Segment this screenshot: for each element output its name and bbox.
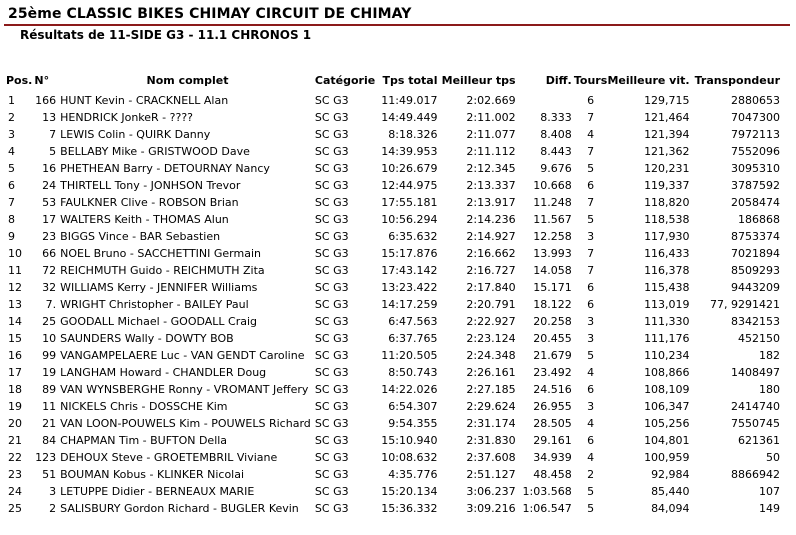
cell-laps: 5 — [587, 213, 595, 226]
cell-best-time: 2:14.927 — [466, 230, 516, 243]
cell-laps: 4 — [587, 128, 595, 141]
cell-total-time: 12:44.975 — [381, 179, 438, 192]
col-header-best-speed: Meilleure vit. — [607, 74, 690, 87]
cell-best-time: 2:29.624 — [466, 400, 516, 413]
cell-category: SC G3 — [314, 366, 349, 379]
page-title: 25ème CLASSIC BIKES CHIMAY CIRCUIT DE CHIMAY — [8, 6, 412, 22]
cell-best-time: 2:27.185 — [466, 383, 516, 396]
cell-name: REICHMUTH Guido - REICHMUTH Zita — [60, 264, 265, 277]
cell-laps: 4 — [587, 451, 595, 464]
cell-laps: 7 — [587, 196, 595, 209]
cell-transponder: 8866942 — [731, 468, 780, 481]
cell-name: LANGHAM Howard - CHANDLER Doug — [60, 366, 267, 379]
cell-pos: 5 — [8, 162, 15, 175]
cell-category: SC G3 — [314, 247, 349, 260]
cell-name: VANGAMPELAERE Luc - VAN GENDT Caroline — [60, 349, 305, 362]
cell-best-time: 2:16.727 — [466, 264, 516, 277]
cell-transponder: 182 — [759, 349, 780, 362]
cell-best-speed: 121,394 — [644, 128, 690, 141]
cell-best-speed: 84,094 — [651, 502, 690, 515]
cell-pos: 9 — [8, 230, 15, 243]
cell-diff: 1:06.547 — [522, 502, 572, 515]
table-row — [2, 483, 786, 500]
cell-diff: 10.668 — [533, 179, 572, 192]
table-row — [2, 160, 786, 177]
cell-best-time: 2:23.124 — [466, 332, 516, 345]
results-table — [2, 74, 786, 517]
cell-total-time: 8:50.743 — [388, 366, 438, 379]
table-row — [2, 432, 786, 449]
cell-total-time: 14:39.953 — [381, 145, 438, 158]
cell-best-time: 2:37.608 — [466, 451, 516, 464]
cell-total-time: 11:20.505 — [381, 349, 438, 362]
cell-number: 51 — [42, 468, 57, 481]
table-row — [2, 228, 786, 245]
cell-best-time: 2:51.127 — [466, 468, 516, 481]
cell-laps: 5 — [587, 349, 595, 362]
cell-laps: 6 — [587, 298, 595, 311]
cell-best-time: 2:20.791 — [466, 298, 516, 311]
cell-best-time: 2:24.348 — [466, 349, 516, 362]
cell-best-speed: 119,337 — [644, 179, 690, 192]
cell-best-time: 2:12.345 — [466, 162, 516, 175]
cell-laps: 3 — [587, 400, 595, 413]
cell-number: 84 — [42, 434, 57, 447]
col-header-category: Catégorie — [314, 74, 376, 87]
cell-pos: 25 — [8, 502, 22, 515]
cell-best-speed: 120,231 — [644, 162, 690, 175]
title-underline — [4, 24, 790, 26]
cell-total-time: 10:08.632 — [381, 451, 438, 464]
cell-transponder: 452150 — [738, 332, 780, 345]
cell-category: SC G3 — [314, 417, 349, 430]
page-subtitle: Résultats de 11-SIDE G3 - 11.1 CHRONOS 1 — [20, 28, 312, 42]
cell-diff — [518, 92, 574, 109]
cell-category: SC G3 — [314, 179, 349, 192]
cell-name: BIGGS Vince - BAR Sebastien — [60, 230, 221, 243]
cell-number: 2 — [49, 502, 57, 515]
cell-best-time: 2:13.917 — [466, 196, 516, 209]
cell-pos: 10 — [8, 247, 22, 260]
cell-laps: 4 — [587, 366, 595, 379]
cell-best-time: 3:09.216 — [466, 502, 516, 515]
cell-number: 7 — [49, 128, 57, 141]
cell-best-speed: 121,464 — [644, 111, 690, 124]
cell-category: SC G3 — [314, 383, 349, 396]
cell-total-time: 13:23.422 — [381, 281, 438, 294]
cell-best-speed: 108,866 — [644, 366, 690, 379]
table-row — [2, 279, 786, 296]
cell-number: 89 — [42, 383, 57, 396]
cell-laps: 7 — [587, 264, 595, 277]
cell-best-time: 2:14.236 — [466, 213, 516, 226]
col-header-diff: Diff. — [545, 74, 572, 87]
cell-total-time: 15:17.876 — [381, 247, 438, 260]
cell-pos: 24 — [8, 485, 22, 498]
cell-category: SC G3 — [314, 281, 349, 294]
table-row — [2, 109, 786, 126]
cell-laps: 2 — [587, 468, 595, 481]
cell-pos: 2 — [8, 111, 15, 124]
cell-category: SC G3 — [314, 128, 349, 141]
table-row — [2, 194, 786, 211]
cell-diff: 34.939 — [533, 451, 572, 464]
cell-transponder: 8342153 — [731, 315, 780, 328]
cell-total-time: 17:43.142 — [381, 264, 438, 277]
cell-name: SAUNDERS Wally - DOWTY BOB — [60, 332, 234, 345]
cell-transponder: 2058474 — [731, 196, 780, 209]
cell-diff: 14.058 — [533, 264, 572, 277]
cell-transponder: 77, 9291421 — [710, 298, 780, 311]
cell-laps: 7 — [587, 247, 595, 260]
cell-diff: 11.248 — [533, 196, 572, 209]
cell-total-time: 8:18.326 — [388, 128, 438, 141]
cell-transponder: 1408497 — [731, 366, 780, 379]
cell-transponder: 2880653 — [731, 94, 780, 107]
cell-number: 11 — [42, 400, 57, 413]
cell-best-speed: 111,330 — [644, 315, 690, 328]
cell-total-time: 14:17.259 — [381, 298, 438, 311]
cell-best-time: 2:02.669 — [466, 94, 516, 107]
cell-number: 21 — [42, 417, 57, 430]
cell-name: CHAPMAN Tim - BUFTON Della — [60, 434, 228, 447]
cell-category: SC G3 — [314, 468, 349, 481]
table-row — [2, 126, 786, 143]
cell-category: SC G3 — [314, 349, 349, 362]
cell-diff: 29.161 — [533, 434, 572, 447]
cell-number: 24 — [42, 179, 57, 192]
table-row — [2, 143, 786, 160]
col-header-best-time: Meilleur tps — [441, 74, 516, 87]
cell-name: PHETHEAN Barry - DETOURNAY Nancy — [60, 162, 270, 175]
cell-total-time: 6:54.307 — [388, 400, 438, 413]
cell-pos: 19 — [8, 400, 22, 413]
cell-diff: 20.258 — [533, 315, 572, 328]
table-row — [2, 347, 786, 364]
cell-best-time: 2:11.002 — [466, 111, 516, 124]
cell-category: SC G3 — [314, 502, 349, 515]
cell-total-time: 17:55.181 — [381, 196, 438, 209]
cell-best-speed: 116,378 — [644, 264, 690, 277]
cell-number: 10 — [42, 332, 57, 345]
cell-total-time: 14:22.026 — [381, 383, 438, 396]
cell-total-time: 10:26.679 — [381, 162, 438, 175]
cell-best-time: 2:22.927 — [466, 315, 516, 328]
cell-total-time: 4:35.776 — [388, 468, 438, 481]
cell-pos: 1 — [8, 94, 15, 107]
cell-category: SC G3 — [314, 298, 349, 311]
cell-laps: 5 — [587, 502, 595, 515]
cell-diff: 12.258 — [533, 230, 572, 243]
table-row — [2, 262, 786, 279]
cell-transponder: 8509293 — [731, 264, 780, 277]
cell-name: HENDRICK JonkeR - ???? — [60, 111, 194, 124]
cell-total-time: 14:49.449 — [381, 111, 438, 124]
table-row — [2, 330, 786, 347]
cell-pos: 16 — [8, 349, 22, 362]
cell-category: SC G3 — [314, 451, 349, 464]
cell-diff: 8.408 — [540, 128, 572, 141]
cell-name: NOEL Bruno - SACCHETTINI Germain — [60, 247, 261, 260]
cell-pos: 18 — [8, 383, 22, 396]
cell-laps: 7 — [587, 145, 595, 158]
cell-laps: 3 — [587, 230, 595, 243]
cell-number: 16 — [42, 162, 57, 175]
cell-name: WALTERS Keith - THOMAS Alun — [60, 213, 229, 226]
cell-name: THIRTELL Tony - JONHSON Trevor — [60, 179, 241, 192]
col-header-total-time: Tps total — [382, 74, 438, 87]
cell-transponder: 7047300 — [731, 111, 780, 124]
cell-transponder: 186868 — [738, 213, 780, 226]
table-row — [2, 398, 786, 415]
cell-name: SALISBURY Gordon Richard - BUGLER Kevin — [60, 502, 299, 515]
cell-transponder: 50 — [766, 451, 780, 464]
cell-category: SC G3 — [314, 94, 349, 107]
cell-transponder: 7550745 — [731, 417, 780, 430]
results-body — [2, 92, 786, 517]
cell-number: 72 — [42, 264, 57, 277]
cell-laps: 6 — [587, 179, 595, 192]
cell-best-time: 3:06.237 — [466, 485, 516, 498]
cell-diff: 18.122 — [533, 298, 572, 311]
cell-diff: 1:03.568 — [522, 485, 572, 498]
cell-pos: 17 — [8, 366, 22, 379]
cell-best-time: 2:13.337 — [466, 179, 516, 192]
table-row — [2, 313, 786, 330]
col-header-transponder: Transpondeur — [694, 74, 780, 87]
table-row — [2, 466, 786, 483]
cell-name: VAN WYNSBERGHE Ronny - VROMANT Jeffery — [60, 383, 309, 396]
cell-total-time: 6:35.632 — [388, 230, 438, 243]
cell-transponder: 9443209 — [731, 281, 780, 294]
col-header-laps: Tours — [573, 74, 608, 87]
cell-laps: 3 — [587, 315, 595, 328]
cell-number: 23 — [42, 230, 57, 243]
cell-number: 32 — [42, 281, 57, 294]
table-row — [2, 92, 786, 109]
cell-name: FAULKNER Clive - ROBSON Brian — [60, 196, 239, 209]
cell-diff: 24.516 — [533, 383, 572, 396]
cell-pos: 4 — [8, 145, 15, 158]
cell-best-speed: 118,538 — [644, 213, 690, 226]
cell-best-speed: 106,347 — [644, 400, 690, 413]
cell-number: 5 — [49, 145, 57, 158]
table-row — [2, 364, 786, 381]
cell-laps: 3 — [587, 332, 595, 345]
cell-name: HUNT Kevin - CRACKNELL Alan — [60, 94, 229, 107]
col-header-name: Nom complet — [146, 74, 229, 87]
table-header-row — [2, 74, 786, 92]
cell-name: VAN LOON-POUWELS Kim - POUWELS Richard — [60, 417, 311, 430]
cell-transponder: 3095310 — [731, 162, 780, 175]
cell-pos: 7 — [8, 196, 15, 209]
cell-laps: 6 — [587, 281, 595, 294]
cell-pos: 3 — [8, 128, 15, 141]
cell-transponder: 107 — [759, 485, 780, 498]
cell-best-speed: 85,440 — [651, 485, 690, 498]
cell-pos: 21 — [8, 434, 22, 447]
cell-category: SC G3 — [314, 145, 349, 158]
cell-transponder: 7021894 — [731, 247, 780, 260]
cell-total-time: 15:20.134 — [381, 485, 438, 498]
cell-best-speed: 129,715 — [644, 94, 690, 107]
cell-best-speed: 105,256 — [644, 417, 690, 430]
col-header-pos: Pos. — [6, 74, 33, 87]
cell-best-time: 2:11.112 — [466, 145, 516, 158]
cell-number: 13 — [42, 111, 57, 124]
cell-diff: 48.458 — [533, 468, 572, 481]
cell-diff: 21.679 — [533, 349, 572, 362]
cell-best-speed: 110,234 — [644, 349, 690, 362]
cell-number: 17 — [42, 213, 57, 226]
cell-best-time: 2:26.161 — [466, 366, 516, 379]
cell-category: SC G3 — [314, 485, 349, 498]
cell-number: 53 — [42, 196, 57, 209]
cell-diff: 23.492 — [533, 366, 572, 379]
cell-pos: 11 — [8, 264, 22, 277]
cell-total-time: 15:10.940 — [381, 434, 438, 447]
cell-best-time: 2:16.662 — [466, 247, 516, 260]
cell-transponder: 180 — [759, 383, 780, 396]
cell-diff: 20.455 — [533, 332, 572, 345]
cell-total-time: 11:49.017 — [381, 94, 438, 107]
table-row — [2, 415, 786, 432]
cell-number: 7. — [45, 298, 57, 311]
cell-name: WRIGHT Christopher - BAILEY Paul — [60, 298, 249, 311]
cell-transponder: 3787592 — [731, 179, 780, 192]
cell-transponder: 8753374 — [731, 230, 780, 243]
cell-transponder: 621361 — [738, 434, 780, 447]
cell-laps: 5 — [587, 485, 595, 498]
cell-best-time: 2:31.174 — [466, 417, 516, 430]
cell-pos: 22 — [8, 451, 22, 464]
cell-name: LETUPPE Didier - BERNEAUX MARIE — [60, 485, 255, 498]
cell-category: SC G3 — [314, 196, 349, 209]
cell-name: GOODALL Michael - GOODALL Craig — [60, 315, 258, 328]
cell-laps: 5 — [587, 162, 595, 175]
cell-laps: 6 — [587, 94, 595, 107]
table-row — [2, 211, 786, 228]
cell-laps: 6 — [587, 383, 595, 396]
cell-diff: 13.993 — [533, 247, 572, 260]
cell-diff: 9.676 — [540, 162, 572, 175]
cell-transponder: 149 — [759, 502, 780, 515]
cell-best-speed: 118,820 — [644, 196, 690, 209]
cell-pos: 20 — [8, 417, 22, 430]
cell-name: BELLABY Mike - GRISTWOOD Dave — [60, 145, 250, 158]
table-row — [2, 381, 786, 398]
cell-best-speed: 92,984 — [651, 468, 690, 481]
cell-total-time: 6:37.765 — [388, 332, 438, 345]
cell-category: SC G3 — [314, 230, 349, 243]
cell-category: SC G3 — [314, 264, 349, 277]
cell-best-time: 2:31.830 — [466, 434, 516, 447]
cell-best-speed: 104,801 — [644, 434, 690, 447]
cell-best-speed: 111,176 — [644, 332, 690, 345]
cell-pos: 23 — [8, 468, 22, 481]
cell-category: SC G3 — [314, 315, 349, 328]
cell-number: 99 — [42, 349, 57, 362]
cell-total-time: 10:56.294 — [381, 213, 438, 226]
cell-best-speed: 117,930 — [644, 230, 690, 243]
cell-best-speed: 116,433 — [644, 247, 690, 260]
cell-best-speed: 100,959 — [644, 451, 690, 464]
cell-number: 25 — [42, 315, 57, 328]
cell-laps: 6 — [587, 434, 595, 447]
cell-best-speed: 115,438 — [644, 281, 690, 294]
cell-best-time: 2:11.077 — [466, 128, 516, 141]
cell-number: 123 — [35, 451, 57, 464]
cell-laps: 7 — [587, 111, 595, 124]
cell-best-time: 2:17.840 — [466, 281, 516, 294]
cell-number: 66 — [42, 247, 57, 260]
cell-name: LEWIS Colin - QUIRK Danny — [60, 128, 211, 141]
cell-pos: 13 — [8, 298, 22, 311]
table-row — [2, 177, 786, 194]
cell-best-speed: 113,019 — [644, 298, 690, 311]
table-row — [2, 245, 786, 262]
cell-transponder: 7552096 — [731, 145, 780, 158]
cell-name: NICKELS Chris - DOSSCHE Kim — [60, 400, 228, 413]
cell-best-speed: 108,109 — [644, 383, 690, 396]
cell-category: SC G3 — [314, 111, 349, 124]
cell-pos: 15 — [8, 332, 22, 345]
cell-name: DEHOUX Steve - GROETEMBRIL Viviane — [60, 451, 278, 464]
cell-transponder: 2414740 — [731, 400, 780, 413]
cell-pos: 14 — [8, 315, 22, 328]
cell-pos: 6 — [8, 179, 15, 192]
table-row — [2, 500, 786, 517]
cell-pos: 8 — [8, 213, 15, 226]
cell-total-time: 9:54.355 — [388, 417, 438, 430]
cell-number: 166 — [35, 94, 57, 107]
table-row — [2, 449, 786, 466]
cell-best-speed: 121,362 — [644, 145, 690, 158]
cell-diff: 8.333 — [540, 111, 572, 124]
cell-name: BOUMAN Kobus - KLINKER Nicolai — [60, 468, 245, 481]
cell-name: WILLIAMS Kerry - JENNIFER Williams — [60, 281, 258, 294]
cell-category: SC G3 — [314, 400, 349, 413]
cell-diff: 8.443 — [540, 145, 572, 158]
cell-category: SC G3 — [314, 434, 349, 447]
cell-diff: 11.567 — [533, 213, 572, 226]
cell-category: SC G3 — [314, 162, 349, 175]
cell-diff: 28.505 — [533, 417, 572, 430]
cell-total-time: 15:36.332 — [381, 502, 438, 515]
cell-diff: 15.171 — [533, 281, 572, 294]
cell-transponder: 7972113 — [731, 128, 780, 141]
table-row — [2, 296, 786, 313]
cell-diff: 26.955 — [533, 400, 572, 413]
cell-number: 3 — [49, 485, 57, 498]
cell-category: SC G3 — [314, 332, 349, 345]
cell-number: 19 — [42, 366, 57, 379]
cell-pos: 12 — [8, 281, 22, 294]
col-header-num: N° — [34, 74, 50, 87]
cell-total-time: 6:47.563 — [388, 315, 438, 328]
cell-category: SC G3 — [314, 213, 349, 226]
cell-laps: 4 — [587, 417, 595, 430]
